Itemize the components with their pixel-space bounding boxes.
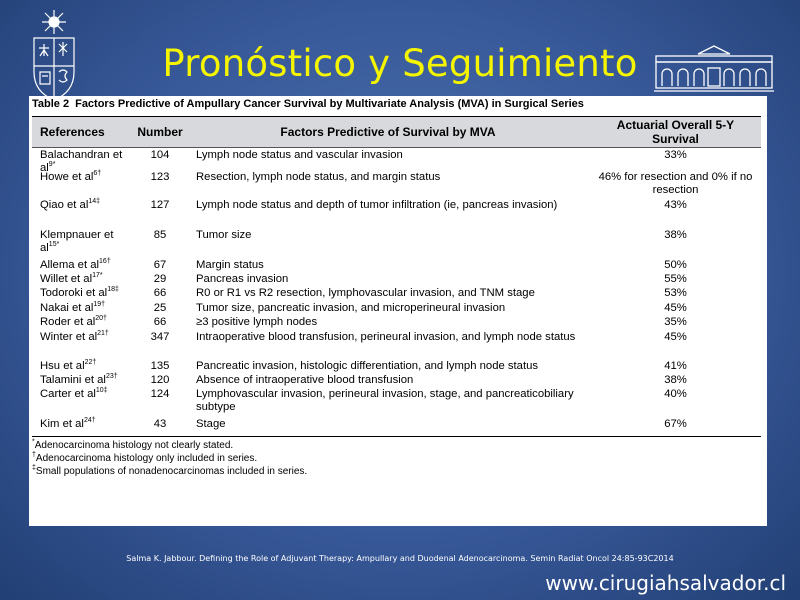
table-row [32, 228, 761, 258]
reference-text: Balachandran et al [40, 149, 123, 174]
reference-text: Kim et al [40, 418, 84, 430]
reference-superscript: 15* [48, 241, 60, 249]
table-row [32, 387, 761, 417]
reference-text: Klempnauer et al [40, 229, 114, 254]
cell-number: 104 [150, 149, 170, 161]
table-row [32, 417, 761, 432]
cell-number: 66 [153, 287, 167, 299]
table-row [32, 359, 761, 373]
cell-number: 85 [153, 229, 167, 241]
cell-number: 120 [150, 374, 170, 386]
cell-survival: 45% [664, 331, 687, 343]
cell-number: 124 [150, 388, 170, 400]
reference-superscript: 14‡ [88, 198, 101, 206]
cell-survival: 53% [664, 287, 687, 299]
cell-factors: Lymph node status and vascular invasion [196, 149, 403, 161]
cell-reference [32, 417, 134, 431]
cell-number: 43 [153, 418, 167, 430]
footnote-mark: * [32, 438, 35, 446]
cell-number: 127 [150, 199, 170, 211]
cell-survival: 46% for resection and 0% if no resection [598, 171, 753, 196]
footnote-mark: ‡ [32, 464, 36, 472]
cell-factors: R0 or R1 vs R2 resection, lymphovascular invasion, and TNM stage [196, 287, 535, 299]
footnote [32, 452, 761, 465]
table-row [32, 272, 761, 286]
table-caption-text: Factors Predictive of Ampullary Cancer Survival by Multivariate Analysis (MVA) in Surgical Series [75, 98, 584, 110]
cell-factors: Stage [196, 418, 226, 430]
cell-reference [32, 258, 134, 272]
cell-factors: ≥3 positive lymph nodes [196, 316, 318, 328]
cell-number: 66 [153, 316, 167, 328]
reference-superscript: 16† [99, 258, 111, 266]
table-body [32, 148, 761, 432]
table-row [32, 286, 761, 301]
cell-survival: 41% [664, 360, 687, 372]
cell-reference [32, 373, 134, 387]
cell-factors: Pancreas invasion [196, 273, 289, 285]
table-panel [29, 96, 767, 526]
cell-reference [32, 170, 134, 184]
cell-survival: 33% [664, 149, 687, 161]
reference-text: Carter et al [40, 388, 96, 400]
table-row [32, 148, 761, 174]
table-caption [32, 96, 761, 112]
header-references: References [40, 125, 105, 139]
cell-factors: Lymphovascular invasion, perineural invasion, stage, and pancreaticobiliary subtype [196, 388, 574, 413]
reference-superscript: 6† [93, 170, 102, 178]
reference-text: Talamini et al [40, 374, 106, 386]
table-row [32, 301, 761, 315]
reference-superscript: 23† [105, 373, 118, 381]
reference-text: Todoroki et al [40, 287, 108, 299]
cell-reference [32, 228, 134, 255]
cell-survival: 55% [664, 273, 687, 285]
cell-factors: Absence of intraoperative blood transfusion [196, 374, 414, 386]
reference-text: Qiao et al [40, 199, 89, 211]
website-url: www.cirugiahsalvador.cl [545, 571, 786, 595]
table-row [32, 315, 761, 330]
reference-superscript: 24† [83, 417, 96, 425]
cell-survival: 67% [664, 418, 687, 430]
cell-survival: 50% [664, 259, 687, 271]
cell-number: 123 [150, 171, 170, 183]
table-footnotes [32, 436, 761, 478]
reference-superscript: 20† [95, 315, 107, 323]
reference-superscript: 19† [93, 301, 106, 309]
table-row [32, 330, 761, 359]
table-label: Table 2 [32, 98, 70, 110]
cell-number: 25 [153, 302, 167, 314]
reference-superscript: 17* [92, 272, 103, 280]
cell-number: 135 [150, 360, 170, 372]
cell-reference [32, 359, 134, 373]
cell-factors: Lymph node status and depth of tumor infiltration (ie, pancreas invasion) [196, 199, 558, 211]
footnote [32, 439, 761, 452]
source-citation: Salma K. Jabbour. Defining the Role of Adjuvant Therapy: Ampullary and Duodenal Adenocarcinoma. Semin Radiat Oncol 24:85-93C2014 [126, 554, 674, 563]
header-survival-line1: Actuarial Overall 5-Y [616, 118, 735, 132]
table-row [32, 170, 761, 198]
reference-text: Hsu et al [40, 360, 85, 372]
table-header [32, 116, 761, 148]
reference-text: Willet et al [40, 273, 93, 285]
header-survival [590, 118, 761, 146]
table-row [32, 373, 761, 387]
footnote-text: Adenocarcinoma histology not clearly stated. [34, 440, 234, 451]
reference-text: Allema et al [40, 259, 100, 271]
cell-reference [32, 315, 134, 329]
cell-number: 67 [153, 259, 167, 271]
footnote-text: Adenocarcinoma histology only included in series. [35, 453, 258, 464]
cell-factors: Tumor size, pancreatic invasion, and microperineural invasion [196, 302, 506, 314]
cell-number: 347 [150, 331, 170, 343]
cell-reference [32, 272, 134, 286]
cell-factors: Pancreatic invasion, histologic differentiation, and lymph node status [196, 360, 539, 372]
reference-superscript: 18‡ [107, 286, 119, 294]
cell-reference [32, 301, 134, 315]
cell-factors: Intraoperative blood transfusion, perineural invasion, and lymph node status [196, 331, 576, 343]
footnote-mark: † [32, 451, 36, 459]
footnote [32, 465, 761, 478]
reference-text: Howe et al [40, 171, 94, 183]
footnote-text: Small populations of nonadenocarcinomas included in series. [35, 466, 308, 477]
reference-text: Nakai et al [40, 302, 94, 314]
reference-superscript: 21† [97, 330, 109, 338]
cell-survival: 38% [664, 374, 687, 386]
cell-reference [32, 198, 134, 212]
reference-text: Winter et al [40, 331, 98, 343]
cell-factors: Margin status [196, 259, 264, 271]
cell-factors: Resection, lymph node status, and margin status [196, 171, 441, 183]
cell-survival: 38% [664, 229, 687, 241]
reference-superscript: 9* [48, 161, 56, 169]
reference-text: Roder et al [40, 316, 96, 328]
header-survival-line2: Survival [652, 132, 699, 146]
table-row [32, 198, 761, 228]
cell-reference [32, 330, 134, 344]
cell-reference [32, 286, 134, 300]
reference-superscript: 10‡ [95, 387, 108, 395]
header-number: Number [137, 125, 183, 139]
header-factors: Factors Predictive of Survival by MVA [280, 125, 496, 139]
cell-survival: 43% [664, 199, 687, 211]
table-row [32, 258, 761, 272]
cell-survival: 35% [664, 316, 687, 328]
slide-title: Pronóstico y Seguimiento [162, 42, 638, 85]
cell-number: 29 [153, 273, 167, 285]
cell-factors: Tumor size [196, 229, 252, 241]
cell-survival: 45% [664, 302, 687, 314]
reference-superscript: 22† [84, 359, 97, 367]
cell-reference [32, 387, 134, 401]
cell-survival: 40% [664, 388, 687, 400]
